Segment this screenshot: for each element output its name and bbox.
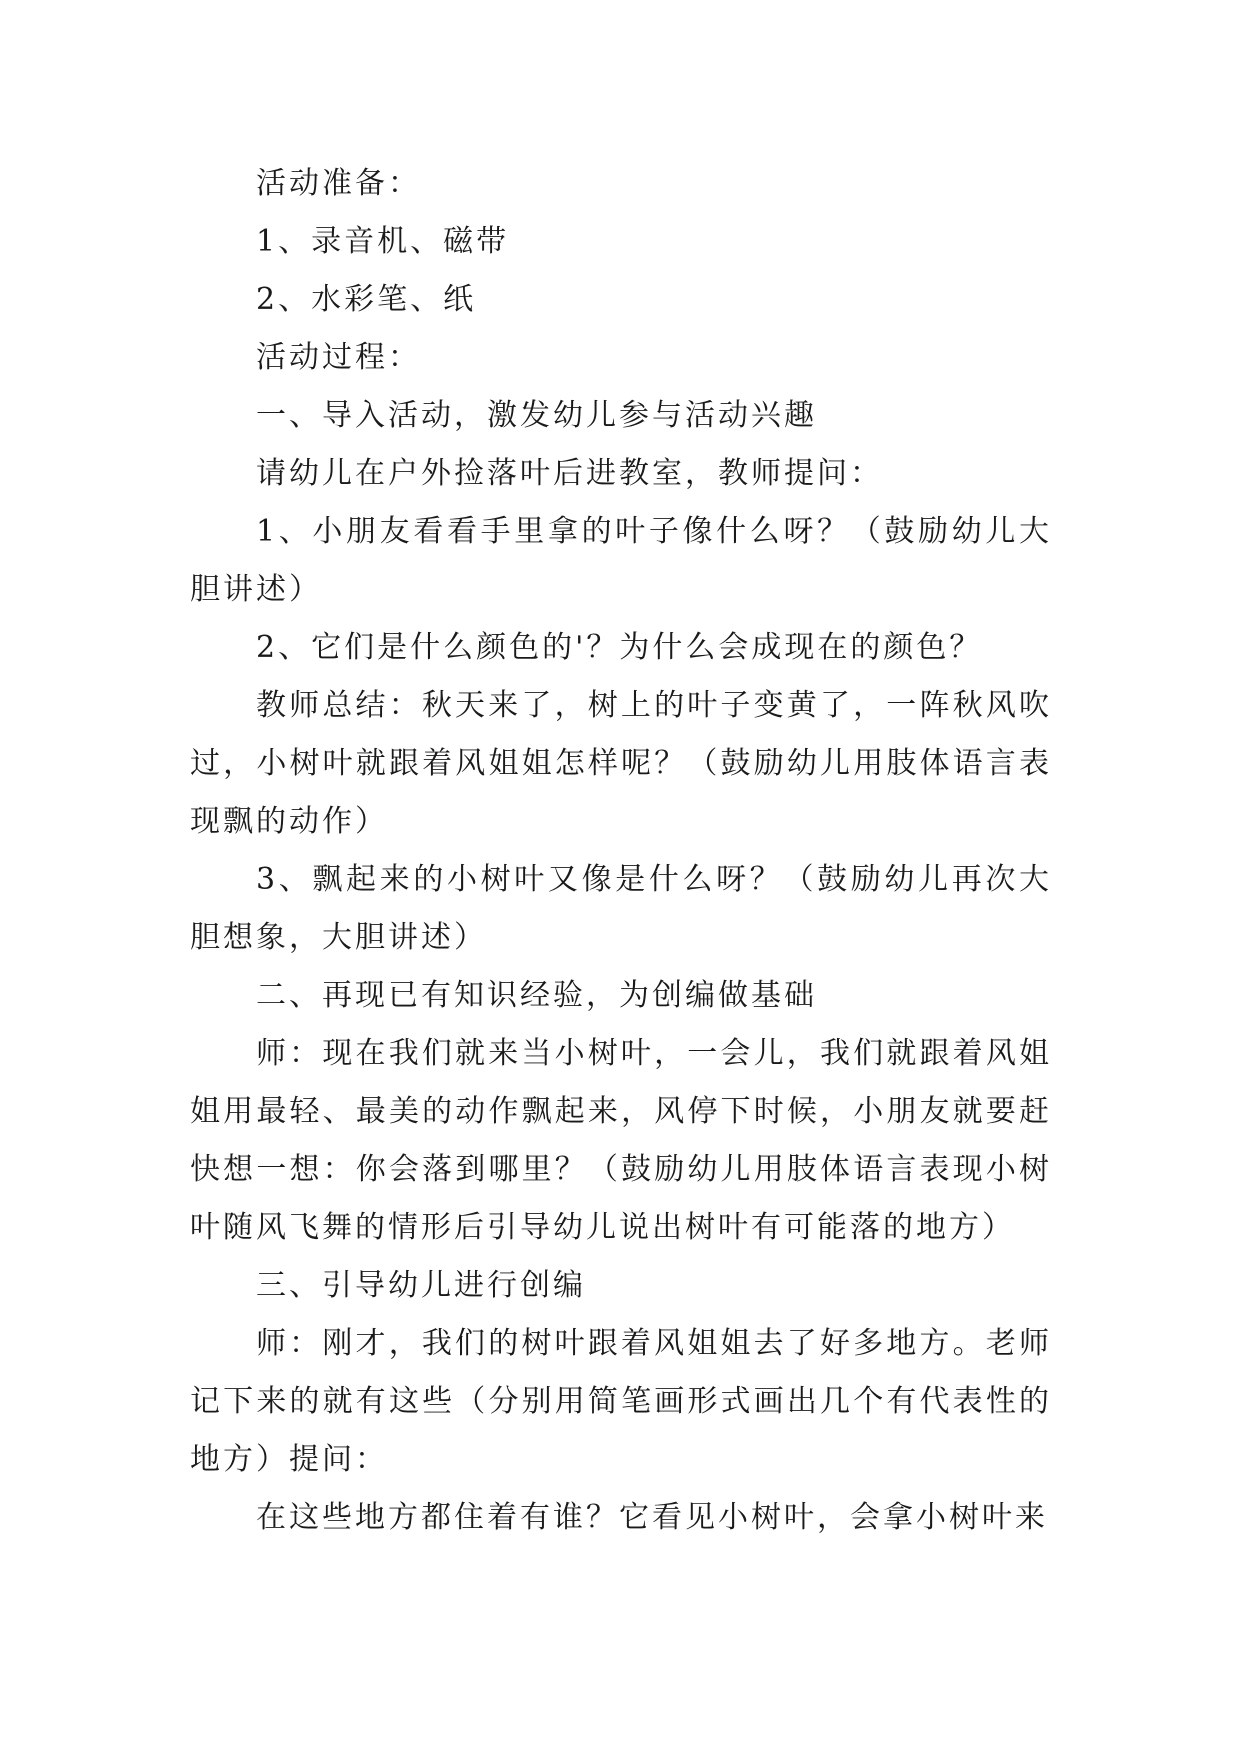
paragraph-process-heading: 活动过程： (256, 340, 421, 375)
document-body (190, 155, 1052, 1547)
paragraph-section-2-body: 师：现在我们就来当小树叶，一会儿，我们就跟着风姐姐用最轻、最美的动作飘起来，风停下时候，小朋友就要赶快想一想：你会落到哪里？（鼓励幼儿用肢体语言表现小树叶随风飞舞的情形后引导幼儿说出树叶有可能落的地方） (190, 1036, 1052, 1245)
paragraph-section-3-heading: 三、引导幼儿进行创编 (256, 1268, 586, 1303)
paragraph-question-1: 1、小朋友看看手里拿的叶子像什么呀？（鼓励幼儿大胆讲述） (190, 514, 1052, 607)
paragraph-section-2-heading: 二、再现已有知识经验，为创编做基础 (256, 978, 817, 1013)
paragraph-teacher-summary: 教师总结：秋天来了，树上的叶子变黄了，一阵秋风吹过，小树叶就跟着风姐姐怎样呢？（鼓励幼儿用肢体语言表现飘的动作） (190, 688, 1052, 839)
paragraph-prep-item-1: 1、录音机、磁带 (256, 224, 510, 259)
paragraph-question-3: 3、飘起来的小树叶又像是什么呀？（鼓励幼儿再次大胆想象，大胆讲述） (190, 862, 1052, 955)
paragraph-prep-heading: 活动准备： (256, 166, 421, 201)
paragraph-section-3-question: 在这些地方都住着有谁？它看见小树叶，会拿小树叶来 (256, 1500, 1048, 1535)
paragraph-section-1-heading: 一、导入活动，激发幼儿参与活动兴趣 (256, 398, 817, 433)
paragraph-prep-item-2: 2、水彩笔、纸 (256, 282, 477, 317)
paragraph-section-1-intro: 请幼儿在户外捡落叶后进教室，教师提问： (256, 456, 883, 491)
paragraph-section-3-body: 师：刚才，我们的树叶跟着风姐姐去了好多地方。老师记下来的就有这些（分别用简笔画形式画出几个有代表性的地方）提问： (190, 1326, 1052, 1477)
paragraph-question-2: 2、它们是什么颜色的'？为什么会成现在的颜色？ (256, 630, 983, 665)
